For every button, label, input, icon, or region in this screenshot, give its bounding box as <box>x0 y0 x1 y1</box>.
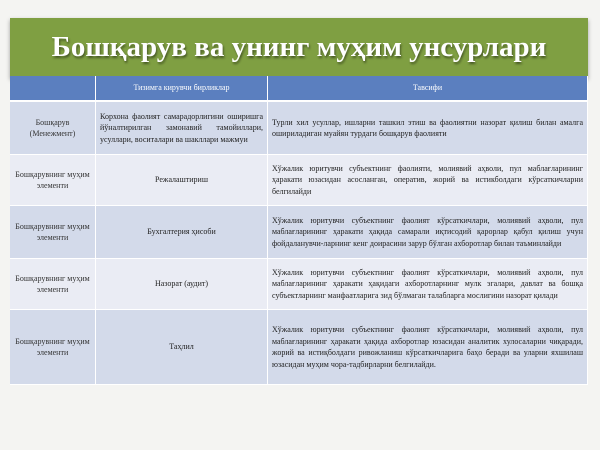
table-row <box>10 102 588 155</box>
row-description: Хўжалик юритувчи субъектнинг фаолият кўрсаткичлари, молиявий аҳволи, пул маблағларининг ҳаракати ҳақидаги ахборотларнинг мулк эгалари, давлат ва бошқа субъектларнинг манфаатларига зид бўлмаган талабларга мослигини назорат қилади <box>268 259 588 310</box>
header-description: Тавсифи <box>268 76 588 102</box>
row-label: Бошқарув (Менежмент) <box>10 102 96 155</box>
row-description: Турли хил усуллар, ишларни ташкил этиш ва фаолиятни назорат қилиш билан амалга ошириладиган муайян турдаги бошқарув фаолияти <box>268 102 588 155</box>
table-header-row <box>10 76 588 102</box>
table-row <box>10 206 588 259</box>
row-label: Бошқарувнинг муҳим элементи <box>10 310 96 385</box>
row-description: Хўжалик юритувчи субъектнинг фаолият кўрсаткичлари, молиявий аҳволи, пул маблағларининг ҳаракати ҳақида ахборотлар юзасидан аналитик хулосаларни чиқаради, жорий ва истиқболдаги ривожланиш кўрсаткичларига баҳо беради ва уларни яхшилаш юзасидан муҳим чора-тадбирларни белгилайди. <box>268 310 588 385</box>
row-label: Бошқарувнинг муҳим элементи <box>10 206 96 259</box>
elements-table <box>10 76 588 385</box>
row-label: Бошқарувнинг муҳим элементи <box>10 155 96 206</box>
header-units: Тизимга кирувчи бирликлар <box>96 76 268 102</box>
slide-title: Бошқарув ва унинг муҳим унсурлари <box>51 30 547 63</box>
row-description: Хўжалик юритувчи субъектнинг фаолияти, молиявий аҳволи, пул маблағларининг ҳаракати юзасидан асосланган, оператив, жорий ва истикболдаги кўрсаткичларни белгилайди <box>268 155 588 206</box>
row-label: Бошқарувнинг муҳим элементи <box>10 259 96 310</box>
table-row <box>10 155 588 206</box>
row-item: Корхона фаолият самарадорлигини оширишга йўналтирилган замонавий тамойиллари, усуллари, воситалари ва шакллари мажмуи <box>96 102 268 155</box>
row-description: Хўжалик юритувчи субъектнинг фаолият кўрсаткичлари, молиявий аҳволи, пул маблағларининг ҳаракати ҳақида самарали иқтисодий қарорлар қабул қилиш учун фойдаланувчи-ларнинг кенг доирасини зарур бўлган ахборотлар билан таъминлайди <box>268 206 588 259</box>
slide-title-band <box>10 18 588 78</box>
table-row <box>10 259 588 310</box>
table-row <box>10 310 588 385</box>
row-item: Назорат (аудит) <box>96 259 268 310</box>
row-item: Режалаштириш <box>96 155 268 206</box>
elements-table-container <box>10 76 588 385</box>
row-item: Таҳлил <box>96 310 268 385</box>
header-corner <box>10 76 96 102</box>
row-item: Бухгалтерия ҳисоби <box>96 206 268 259</box>
